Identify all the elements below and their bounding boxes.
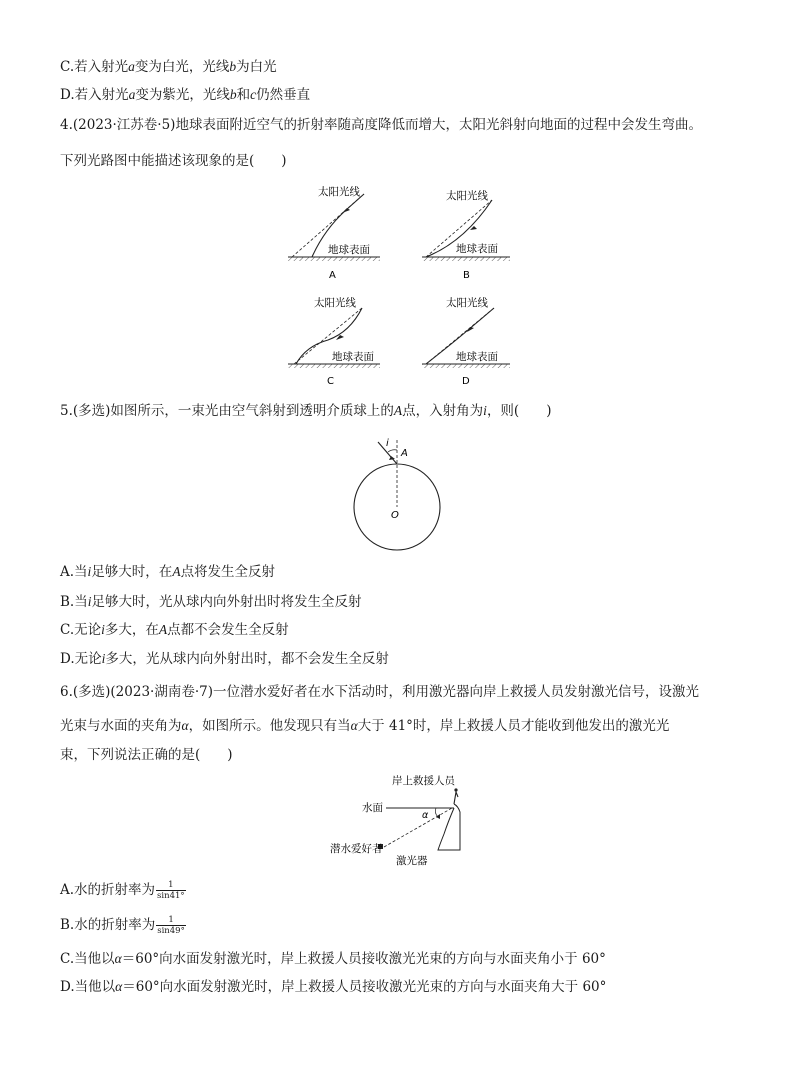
svg-text:D: D: [462, 376, 470, 387]
q5-option-b: B.当i足够大时，光从球内向外射出时将发生全反射: [60, 594, 362, 610]
svg-text:激光器: 激光器: [396, 855, 428, 867]
fraction: $\frac{1}{\sin 49^\circ}$: [157, 915, 185, 936]
svg-text:A: A: [401, 448, 408, 459]
q6-option-a: A.水的折射率为 $\frac{1}{\sin 41^\circ}$: [60, 880, 185, 901]
svg-text:A: A: [329, 270, 336, 281]
q3-option-c: C.若入射光a变为白光，光线b为白光: [60, 59, 277, 75]
q5-sphere-figure: [350, 432, 446, 554]
svg-text:地球表面: 地球表面: [328, 244, 370, 256]
q4-panel-a: [288, 185, 380, 281]
svg-text:水面: 水面: [362, 802, 383, 814]
svg-text:太阳光线: 太阳光线: [314, 297, 356, 309]
q4-stem-line1: 4.(2023·江苏卷·5)地球表面附近空气的折射率随高度降低而增大，太阳光斜射向地面的过程中会发生弯曲。: [60, 117, 702, 133]
q4-stem-line2: 下列光路图中能描述该现象的是( ): [60, 153, 287, 169]
svg-text:太阳光线: 太阳光线: [446, 190, 488, 202]
svg-text:α: α: [422, 810, 429, 821]
q6-option-c: C.当他以α＝60°向水面发射激光时，岸上救援人员接收激光光束的方向与水面夹角小于 60°: [60, 951, 606, 967]
svg-text:岸上救援人员: 岸上救援人员: [392, 775, 455, 787]
q4-panel-b: [422, 189, 510, 281]
svg-text:i: i: [386, 438, 389, 449]
svg-text:O: O: [391, 510, 399, 521]
svg-text:太阳光线: 太阳光线: [318, 186, 360, 198]
q3-option-d: D.若入射光a变为紫光，光线b和c仍然垂直: [60, 87, 311, 103]
q6-stem-line2: 光束与水面的夹角为α，如图所示。他发现只有当α大于 41°时，岸上救援人员才能收到他发出的激光光: [60, 718, 670, 734]
svg-text:地球表面: 地球表面: [456, 243, 498, 255]
q6-option-d: D.当他以α＝60°向水面发射激光时，岸上救援人员接收激光光束的方向与水面夹角大于 60°: [60, 979, 607, 995]
q4-panel-c: [288, 296, 380, 387]
svg-text:C: C: [327, 376, 334, 387]
svg-text:B: B: [463, 270, 470, 281]
q5-option-a: A.当i足够大时，在A点将发生全反射: [60, 564, 276, 580]
q4-figure: [284, 180, 524, 390]
q6-option-b: B.水的折射率为 $\frac{1}{\sin 49^\circ}$: [60, 915, 185, 936]
fraction: $\frac{1}{\sin 41^\circ}$: [157, 880, 185, 901]
q5-option-d: D.无论i多大，光从球内向外射出时，都不会发生全反射: [60, 651, 389, 667]
svg-text:太阳光线: 太阳光线: [446, 297, 488, 309]
q6-stem-line1: 6.(多选)(2023·湖南卷·7)一位潜水爱好者在水下活动时，利用激光器向岸上救援人员发射激光信号，设激光: [60, 684, 699, 700]
q5-option-c: C.无论i多大，在A点都不会发生全反射: [60, 622, 289, 638]
q4-panel-d: [422, 296, 510, 387]
q5-stem: 5.(多选)如图所示，一束光由空气斜射到透明介质球上的A点，入射角为i，则( ): [60, 403, 552, 419]
q6-diver-figure: [326, 770, 476, 870]
svg-text:潜水爱好者: 潜水爱好者: [330, 843, 383, 855]
svg-text:地球表面: 地球表面: [456, 351, 498, 363]
q6-stem-line3: 束，下列说法正确的是( ): [60, 747, 233, 763]
svg-text:地球表面: 地球表面: [332, 351, 374, 363]
